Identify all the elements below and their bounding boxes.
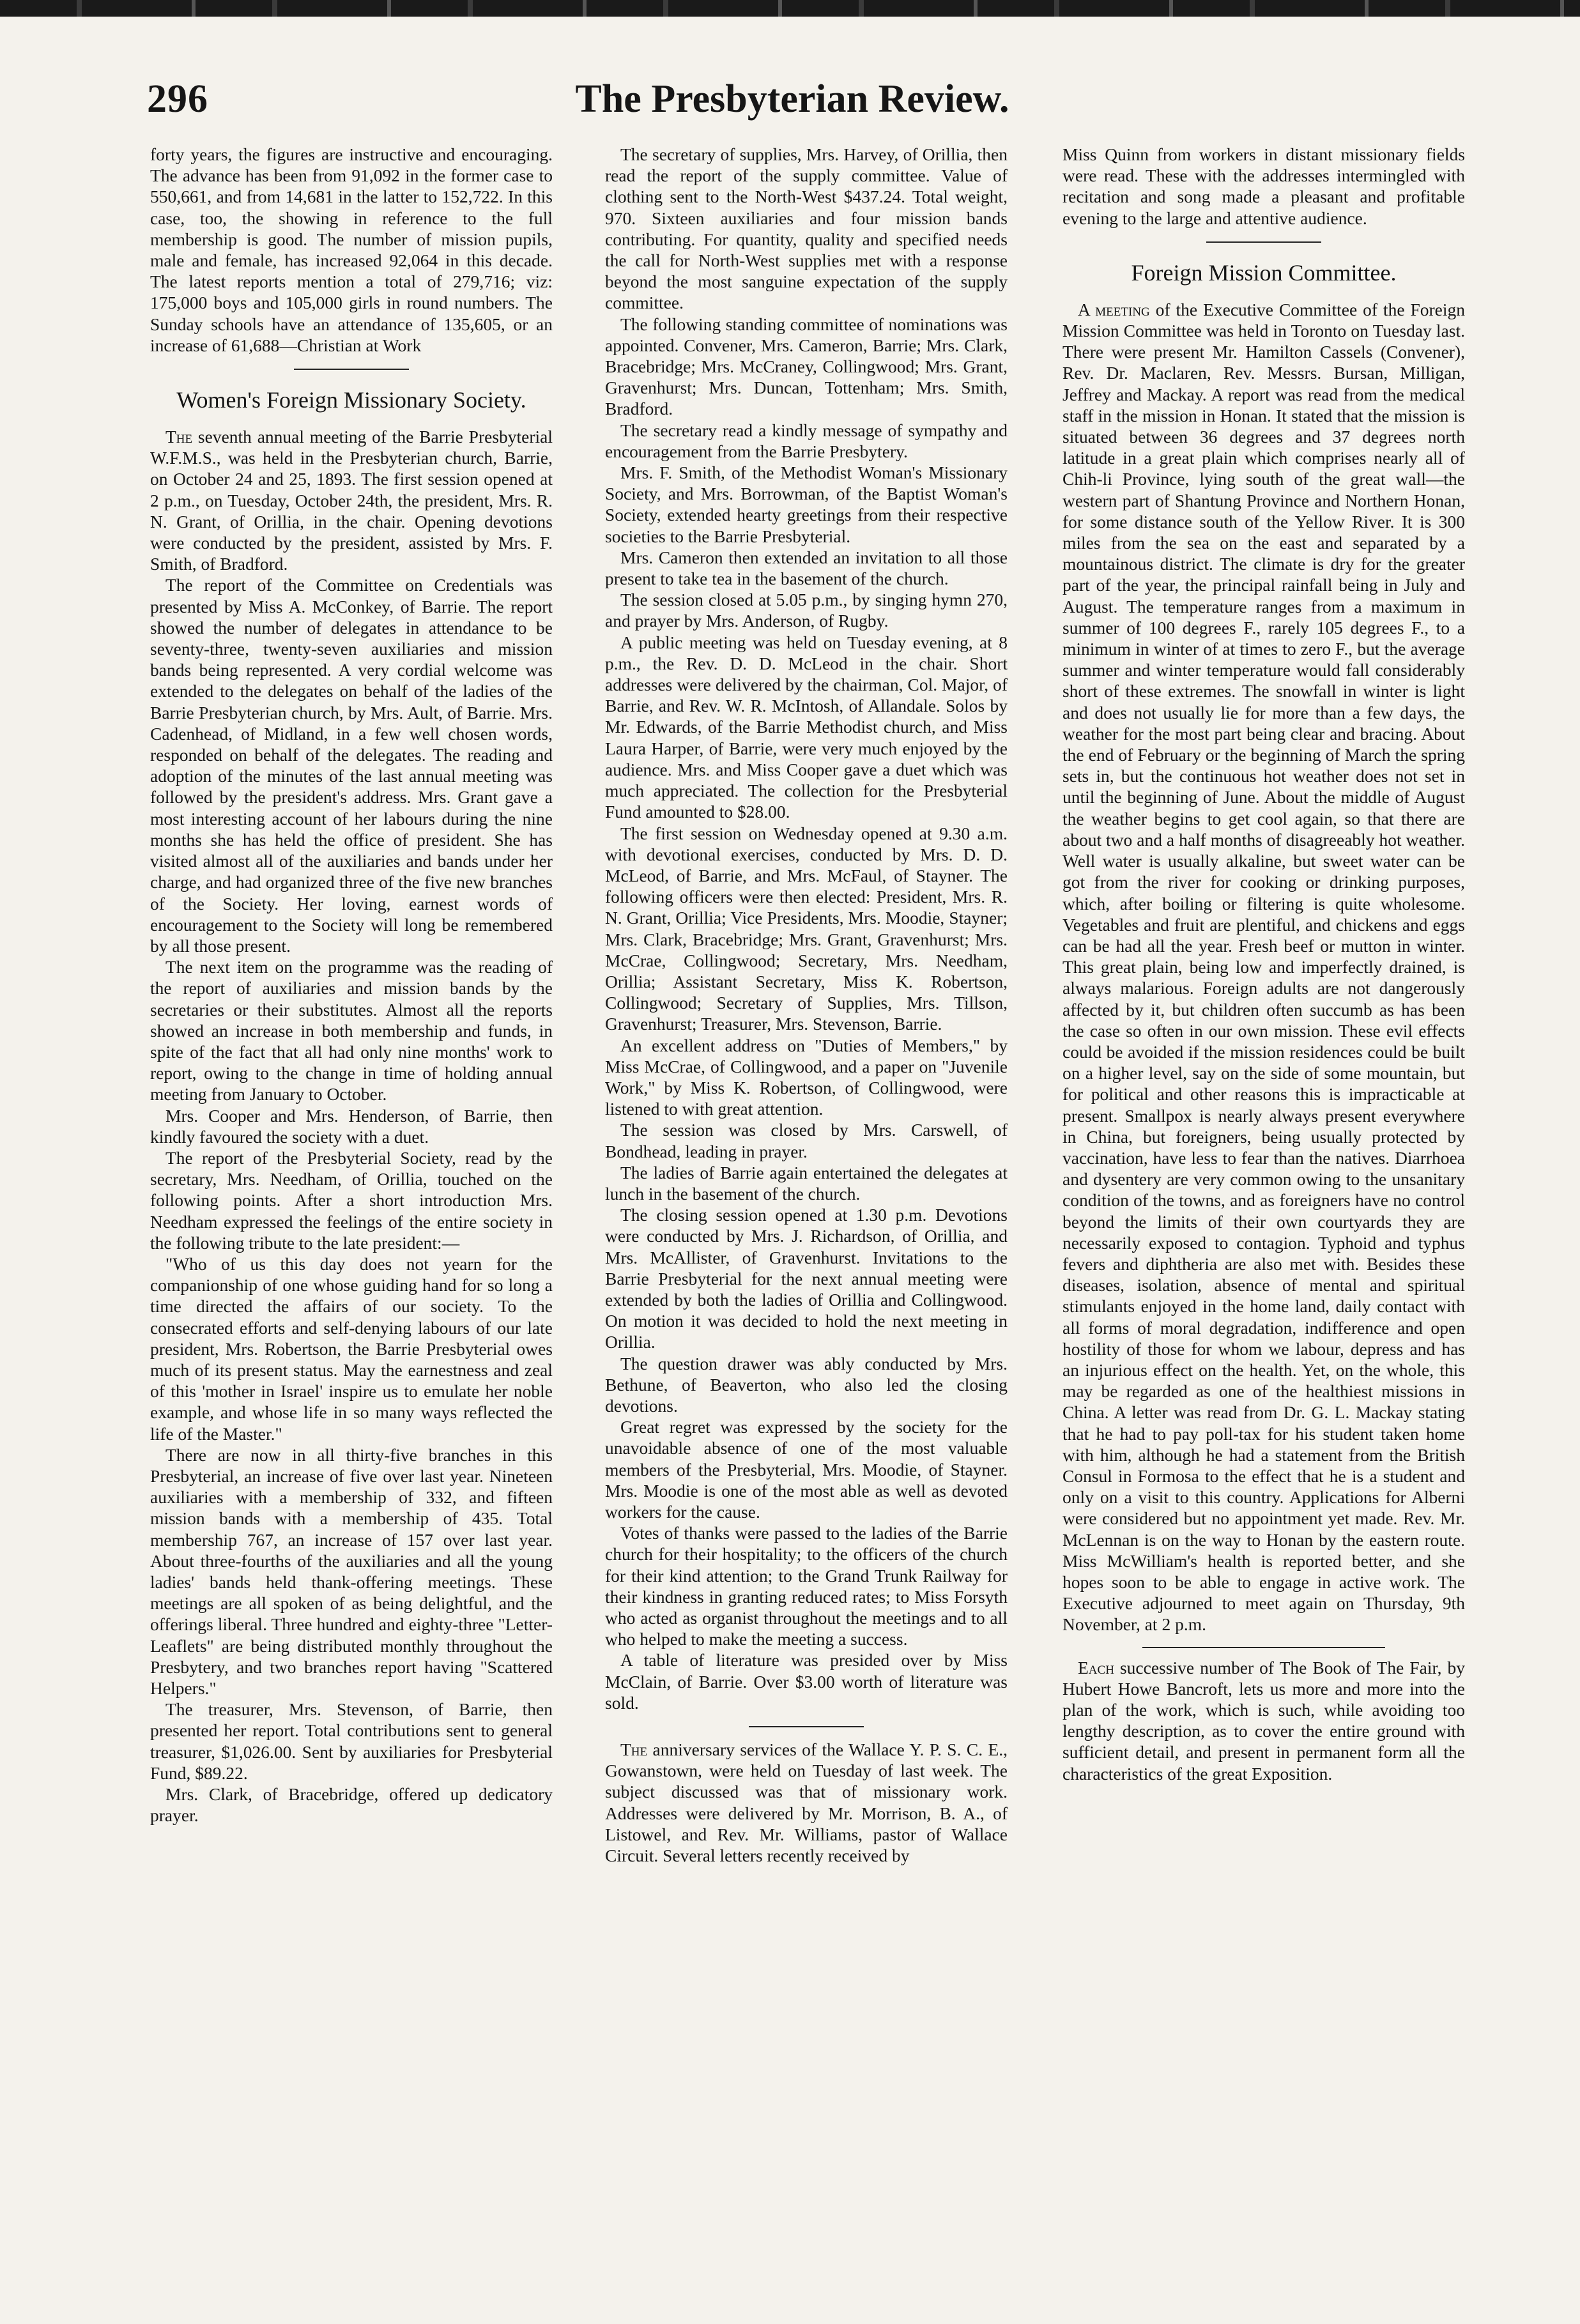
scan-edge-bar	[0, 0, 1580, 17]
paragraph: The ladies of Barrie again entertained the delegates at lunch in the basement of the church.	[605, 1162, 1008, 1204]
paragraph: Mrs. Cameron then extended an invitation to all those present to take tea in the basement of the church.	[605, 547, 1008, 589]
paragraph: The next item on the programme was the reading of the report of auxiliaries and mission bands by the secretaries or their substitutes. Almost all the reports showed an increase in both membership and funds, in spite of the fact that all had only nine months' work to report, owing to the change in time of holding annual meeting from January to October.	[150, 957, 553, 1105]
column-right	[1062, 144, 1465, 1784]
column-left	[150, 144, 553, 1826]
paragraph	[150, 426, 553, 574]
paragraph: The report of the Presbyterial Society, read by the secretary, Mrs. Needham, of Orillia, touched on the following points. After a short introduction Mrs. Needham expressed the feelings of the entire society in the following tribute to the late president:—	[150, 1147, 553, 1253]
paragraph: The report of the Committee on Credentials was presented by Miss A. McConkey, of Barrie. The report showed the number of delegates in attendance to be seventy-three, twenty-seven auxiliaries and mission bands being represented. A very cordial welcome was extended to the delegates on behalf of the ladies of the Barrie Presbyterian church, by Mrs. Ault, of Barrie. Mrs. Cadenhead, of Midland, in a few well chosen words, responded on behalf of the delegates. The reading and adoption of the minutes of the last annual meeting was followed by the president's address. Mrs. Grant gave a most interesting account of her labours during the nine months she has held the office of president. She has visited almost all of the auxiliaries and bands under her charge, and had organized three of the five new branches of the Society. Her loving, earnest words of encouragement to the Society will long be remembered by all those present.	[150, 575, 553, 956]
section-divider	[749, 1726, 864, 1727]
paragraph-text: anniversary services of the Wallace Y. P. S. C. E., Gowanstown, were held on Tuesday of last week. The subject discussed was that of missionary work. Addresses were delivered by Mr. Morrison, B. A., of Listowel, and Rev. Mr. Williams, pastor of Wallace Circuit. Several letters recently received by	[605, 1739, 1008, 1866]
page-number: 296	[147, 77, 208, 121]
paragraph: An excellent address on "Duties of Members," by Miss McCrae, of Collingwood, and a paper on "Juvenile Work," by Miss K. Robertson, of Collingwood, were listened to with great attention.	[605, 1035, 1008, 1119]
article-heading-foreign-mission: Foreign Mission Committee.	[1131, 259, 1397, 286]
lead-word: A meeting	[1078, 299, 1150, 319]
paragraph: Mrs. F. Smith, of the Methodist Woman's Missionary Society, and Mrs. Borrowman, of the Baptist Woman's Society, extended hearty greetings from their respective societies to the Barrie Presbyterial.	[605, 463, 1008, 546]
paragraph-text: successive number of The Book of The Fair, by Hubert Howe Bancroft, lets us more and more into the plan of the work, which is such, while avoiding too lengthy description, as to cover the entire ground with sufficient detail, and present in permanent form all the characteristics of the great Exposition.	[1062, 1657, 1465, 1784]
paragraph: The secretary read a kindly message of sympathy and encouragement from the Barrie Presbytery.	[605, 420, 1008, 461]
paragraph: Mrs. Clark, of Bracebridge, offered up dedicatory prayer.	[150, 1784, 553, 1826]
paragraph: The session closed at 5.05 p.m., by singing hymn 270, and prayer by Mrs. Anderson, of Rugby.	[605, 590, 1008, 631]
paragraph: The first session on Wednesday opened at 9.30 a.m. with devotional exercises, conducted by Mrs. D. D. McLeod, of Barrie, and Mrs. McFaul, of Stayner. The following officers were then elected: President, Mrs. R. N. Grant, Orillia; Vice Presidents, Mrs. Moodie, Stayner; Mrs. Clark, Bracebridge; Mrs. Grant, Gravenhurst; Mrs. McCrae, Collingwood; Secretary, Mrs. Needham, Orillia; Assistant Secretary, Miss K. Robertson, Collingwood; Secretary of Supplies, Mrs. Tillson, Gravenhurst; Treasurer, Mrs. Stevenson, Barrie.	[605, 823, 1008, 1034]
paragraph: There are now in all thirty-five branches in this Presbyterial, an increase of five over last year. Nineteen auxiliaries with a membership of 332, and fifteen mission bands with a membership of 435. Total membership 767, an increase of 157 over last year. About three-fourths of the auxiliaries and all the young ladies' bands held thank-offering meetings. These meetings are all spoken of as being delightful, and the offerings liberal. Three hundred and eighty-three "Letter-Leaflets" are being distributed monthly throughout the Presbytery, and two branches report having "Scattered Helpers."	[150, 1444, 553, 1699]
paragraph: The following standing committee of nominations was appointed. Convener, Mrs. Cameron, Barrie; Mrs. Clark, Bracebridge; Mrs. McCraney, Collingwood; Mrs. Grant, Gravenhurst; Mrs. Duncan, Tottenham; Mrs. Smith, Bradford.	[605, 314, 1008, 419]
paragraph: The secretary of supplies, Mrs. Harvey, of Orillia, then read the report of the supply committee. Value of clothing sent to the North-West $437.24. Total weight, 970. Sixteen auxiliaries and four mission bands contributing. For quantity, quality and specified needs the call for North-West supplies met with a response beyond the most sanguine expectation of the supply committee.	[605, 144, 1008, 313]
section-divider	[294, 369, 409, 370]
paragraph: The question drawer was ably conducted by Mrs. Bethune, of Beaverton, who also led the closing devotions.	[605, 1353, 1008, 1416]
paragraph: The closing session opened at 1.30 p.m. Devotions were conducted by Mrs. J. Richardson, of Orillia, and Mrs. McAllister, of Gravenhurst. Invitations to the Barrie Presbyterial for the next annual meeting were extended by both the ladies of Orillia and Collingwood. On motion it was decided to hold the next meeting in Orillia.	[605, 1205, 1008, 1352]
paragraph: Great regret was expressed by the society for the unavoidable absence of one of the most valuable members of the Presbyterial, Mrs. Moodie, of Stayner. Mrs. Moodie is one of the most able as well as devoted workers for the cause.	[605, 1417, 1008, 1522]
paragraph	[1062, 299, 1465, 1635]
lead-word: Each	[1078, 1657, 1114, 1678]
section-divider	[1142, 1647, 1385, 1648]
paragraph: A public meeting was held on Tuesday evening, at 8 p.m., the Rev. D. D. McLeod in the chair. Short addresses were delivered by the chairman, Col. Major, of Barrie, and Rev. W. R. McIntosh, of Allandale. Solos by Mr. Edwards, of the Barrie Methodist church, and Miss Laura Harper, of Barrie, were very much enjoyed by the audience. Mrs. and Miss Cooper gave a duet which was much appreciated. The collection for the Presbyterial Fund amounted to $28.00.	[605, 632, 1008, 822]
column-middle	[605, 144, 1008, 1866]
paragraph: The treasurer, Mrs. Stevenson, of Barrie, then presented her report. Total contributions sent to general treasurer, $1,026.00. Sent by auxiliaries for Presbyterial Fund, $89.22.	[150, 1699, 553, 1783]
paragraph-text: seventh annual meeting of the Barrie Presbyterial W.F.M.S., was held in the Presbyterian church, Barrie, on October 24 and 25, 1893. The first session opened at 2 p.m., on Tuesday, October 24th, the president, Mrs. R. N. Grant, of Orillia, in the chair. Opening devotions were conducted by the president, assisted by Mrs. F. Smith, of Bradford.	[150, 427, 553, 574]
paragraph	[1062, 1657, 1465, 1784]
section-divider	[1206, 241, 1321, 243]
paragraph: Mrs. Cooper and Mrs. Henderson, of Barrie, then kindly favoured the society with a duet.	[150, 1105, 553, 1147]
lead-word: The	[620, 1739, 648, 1760]
paragraph: Miss Quinn from workers in distant missionary fields were read. These with the addresses intermingled with recitation and song made a pleasant and profitable evening to the large and attentive audience.	[1062, 144, 1465, 228]
paragraph: The session was closed by Mrs. Carswell, of Bondhead, leading in prayer.	[605, 1120, 1008, 1161]
paragraph: "Who of us this day does not yearn for the companionship of one whose guiding hand for so long a time directed the affairs of our society. To the consecrated efforts and self-denying labours of our late president, Mrs. Robertson, the Barrie Presbyterial owes much of its present status. May the earnestness and zeal of this 'mother in Israel' inspire us to emulate her noble example, and whose life in so many ways reflected the life of the Master."	[150, 1253, 553, 1444]
paragraph	[605, 1739, 1008, 1866]
lead-word: The	[165, 427, 193, 447]
journal-title: The Presbyterian Review.	[575, 77, 1009, 121]
paragraph: Votes of thanks were passed to the ladies of the Barrie church for their hospitality; to the officers of the church for their kind attention; to the Grand Trunk Railway for their kindness in granting reduced rates; to Miss Forsyth who acted as organist throughout the meetings and to all who helped to make the meeting a success.	[605, 1523, 1008, 1649]
paragraph: A table of literature was presided over by Miss McClain, of Barrie. Over $3.00 worth of literature was sold.	[605, 1650, 1008, 1713]
article-heading-wfms: Women's Foreign Missionary Society.	[176, 387, 526, 413]
article-continuation: forty years, the figures are instructive and encouraging. The advance has been from 91,092 in the former case to 550,661, and from 14,681 in the latter to 152,722. In this case, too, the showing in reference to the full membership is good. The number of mission pupils, male and female, has increased 92,064 in this decade. The latest reports mention a total of 279,716; viz: 175,000 boys and 105,000 girls in round numbers. The Sunday schools have an attendance of 135,605, or an increase of 61,688—Christian at Work	[150, 144, 553, 355]
paragraph-text: of the Executive Committee of the Foreign Mission Committee was held in Toronto on Tuesday last. There were present Mr. Hamilton Cassels (Convener), Rev. Dr. Maclaren, Rev. Messrs. Bursan, Milligan, Jeffrey and Mackay. A report was read from the medical staff in the mission in Honan. It stated that the mission is situated between 36 degrees and 37 degrees north latitude in a great plain which comprises nearly all of Chih-li Province, lying south of the great wall—the western part of Shantung Province and Northern Honan, for some distance south of the Yellow River. It is 300 miles from the sea on the east and separated by a mountainous district. The climate is dry for the greater part of the year, the principal rainfall being in July and August. The temperature ranges from a maximum in summer of 100 degrees F., rarely 105 degrees F., to a minimum in winter of at times to zero F., but the average summer and winter temperature would fall considerably short of these extremes. The snowfall in winter is light and does not usually lie for more than a few days, the weather for the most part being clear and bracing. About the end of February or the beginning of March the spring sets in, but the continuous hot weather does not set in until the beginning of June. About the middle of August the weather begins to get cool again, so that there are about two and a half months of disagreeably hot weather. Well water is usually alkaline, but sweet water can be got from the river for cooking or drinking purposes, which, after boiling or filtering is quite wholesome. Vegetables and fruit are plentiful, and chickens and eggs can be had all the year. Fresh beef or mutton in winter. This great plain, being low and imperfectly drained, is always malarious. Foreign adults are not dangerously affected by it, but children often succumb as has been the case so often in our own mission. These evil effects could be avoided if the mission residences could be built on a higher level, say on the side of some mountain, but for political and other reasons this is impracticable at present. Smallpox is nearly always present everywhere in China, but foreigners, being usually protected by vaccination, have less to fear than the natives. Diarrhoea and dysentery are very common owing to the unsanitary condition of the towns, and as foreigners have no control beyond the limits of their own courtyards they are necessarily exposed to contagion. Typhoid and typhus fevers and diphtheria are also met with. Besides these diseases, isolation, absence of mental and spiritual stimulants enjoyed in the home land, daily contact with all forms of moral degradation, indifference and open hostility of those for whom we labour, depress and has an injurious effect on the health. Yet, on the whole, this may be regarded as one of the healthiest missions in China. A letter was read from Dr. G. L. Mackay stating that he had to pay poll-tax for his student taken home with him, although he had a statement from the British Consul in Formosa to the effect that he is a student and only on a visit to this country. Applications for Alberni were considered but no appointment yet made. Rev. Mr. McLennan is on the way to Honan by the eastern route. Miss McWilliam's health is reported better, and she hopes soon to be able to engage in active work. The Executive adjourned to meet again on Thursday, 9th November, at 2 p.m.	[1062, 299, 1466, 1635]
page-header	[147, 77, 1438, 128]
